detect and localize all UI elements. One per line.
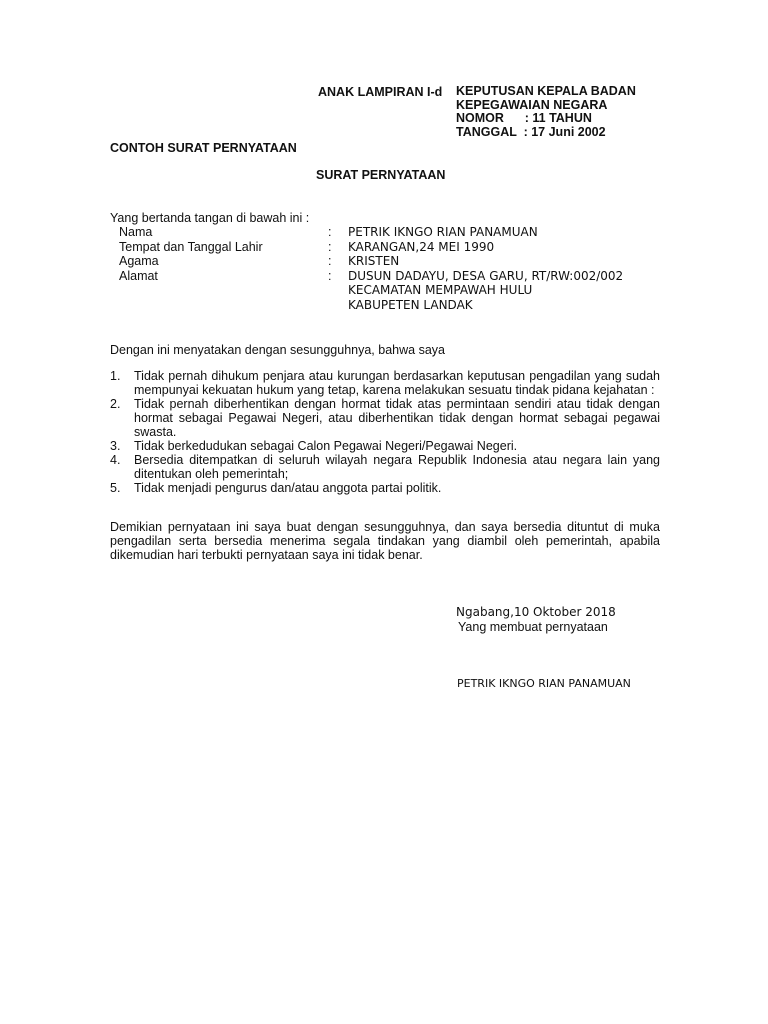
- list-item: [110, 397, 660, 439]
- list-text: Tidak pernah diberhentikan dengan hormat tidak atas permintaan sendiri atau tidak dengan hormat sebagai Pegawai Negeri, atau diberhentikan tidak dengan hormat sebagai pegawai swasta.: [134, 397, 660, 439]
- field-value: KRISTEN: [348, 254, 400, 268]
- list-item: [110, 453, 660, 481]
- list-text: Tidak menjadi pengurus dan/atau anggota partai politik.: [134, 481, 442, 495]
- document-title: SURAT PERNYATAAN: [316, 168, 446, 182]
- decree-line: KEPEGAWAIAN NEGARA: [456, 97, 608, 112]
- field-value: KABUPETEN LANDAK: [348, 297, 473, 312]
- list-item: [110, 369, 660, 397]
- intro-text: Yang bertanda tangan di bawah ini :: [110, 211, 310, 225]
- field-colon: :: [328, 268, 332, 283]
- field-label: Alamat: [119, 268, 158, 283]
- list-item: [110, 481, 660, 495]
- signature-place-date: Ngabang,10 Oktober 2018: [456, 605, 616, 619]
- statement-list: [110, 369, 660, 495]
- signature-role: Yang membuat pernyataan: [458, 620, 608, 634]
- decree-reference: [456, 85, 636, 139]
- field-value: KECAMATAN MEMPAWAH HULU: [348, 283, 533, 297]
- field-value: DUSUN DADAYU, DESA GARU, RT/RW:002/002: [348, 268, 624, 283]
- field-value: PETRIK IKNGO RIAN PANAMUAN: [348, 225, 538, 239]
- field-colon: :: [328, 254, 332, 268]
- closing-paragraph: Demikian pernyataan ini saya buat dengan sesungguhnya, dan saya bersedia dituntut di muka pengadilan serta bersedia menerima segala tindakan yang diambil oleh pemerintah, apabila dikemudian hari terbukti pernyataan saya ini tidak benar.: [110, 520, 660, 562]
- example-label: CONTOH SURAT PERNYATAAN: [110, 141, 297, 155]
- field-colon: :: [328, 225, 332, 239]
- list-text: Tidak berkedudukan sebagai Calon Pegawai Negeri/Pegawai Negeri.: [134, 439, 518, 453]
- list-number: 2.: [110, 397, 121, 411]
- list-number: 4.: [110, 453, 121, 467]
- field-value: KARANGAN,24 MEI 1990: [348, 239, 495, 254]
- list-text: Bersedia ditempatkan di seluruh wilayah negara Republik Indonesia atau negara lain yang ditentukan oleh pemerintah;: [134, 453, 660, 481]
- list-number: 1.: [110, 369, 121, 383]
- field-label: Tempat dan Tanggal Lahir: [119, 239, 263, 254]
- decree-line: NOMOR : 11 TAHUN: [456, 111, 592, 125]
- declaration-text: Dengan ini menyatakan dengan sesungguhnya, bahwa saya: [110, 343, 445, 357]
- decree-line: KEPUTUSAN KEPALA BADAN: [456, 84, 636, 98]
- signatory-name: PETRIK IKNGO RIAN PANAMUAN: [457, 677, 631, 690]
- list-number: 5.: [110, 481, 121, 495]
- field-label: Agama: [119, 254, 159, 268]
- field-colon: :: [328, 239, 332, 254]
- list-number: 3.: [110, 439, 121, 453]
- list-text: Tidak pernah dihukum penjara atau kurungan berdasarkan keputusan pengadilan yang sudah mempunyai kekuatan hukum yang tetap, karena melakukan sesuatu tindak pidana kejahatan :: [134, 369, 660, 397]
- appendix-label: ANAK LAMPIRAN I-d: [318, 85, 443, 99]
- decree-line: TANGGAL : 17 Juni 2002: [456, 124, 606, 139]
- field-label: Nama: [119, 225, 153, 239]
- list-item: [110, 439, 660, 453]
